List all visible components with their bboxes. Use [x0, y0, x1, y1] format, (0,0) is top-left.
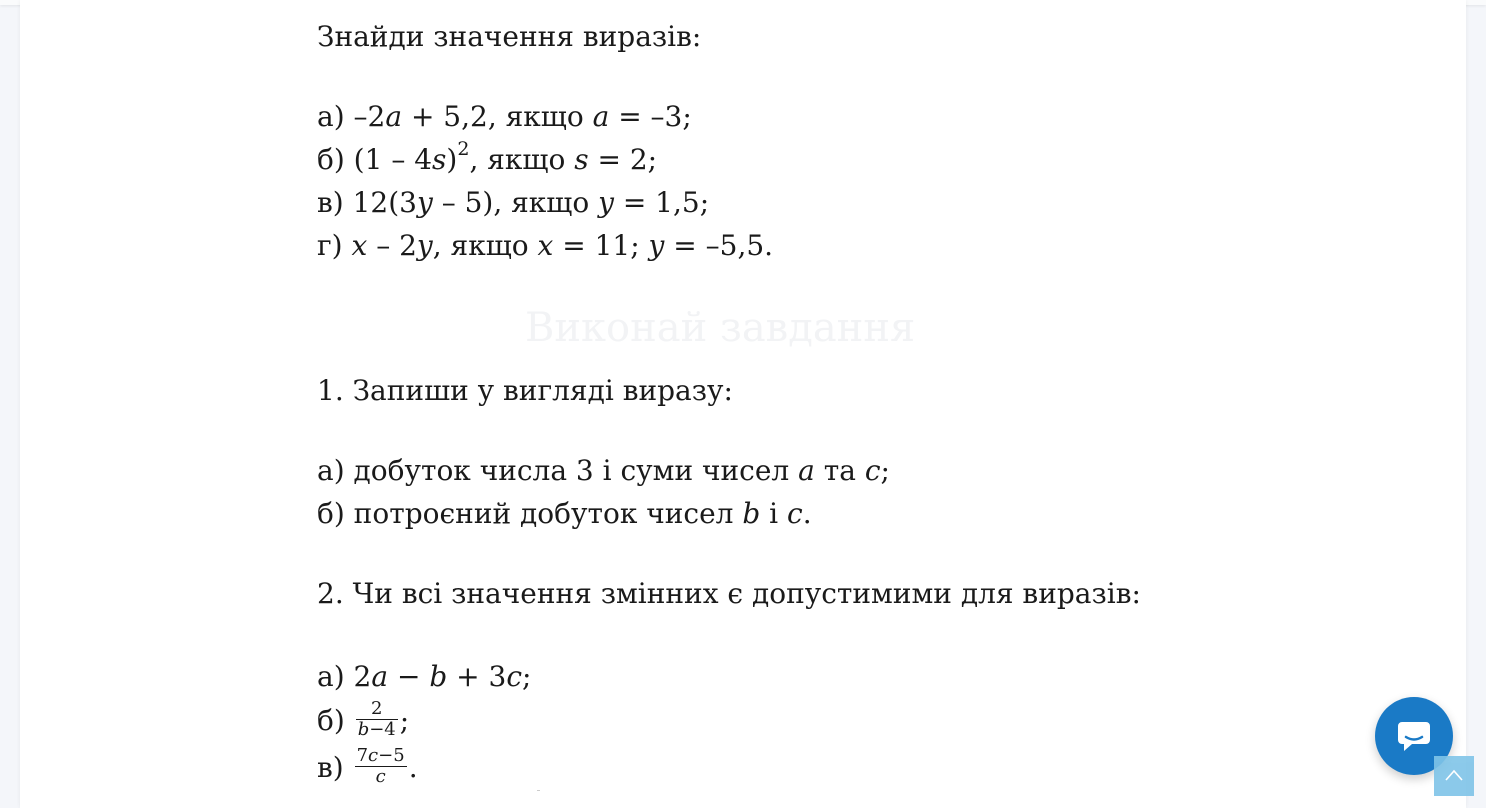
text: .	[802, 497, 812, 530]
text: б)	[317, 704, 354, 737]
variable: c	[787, 497, 803, 530]
text: −5	[378, 745, 405, 766]
variable: c	[375, 766, 386, 787]
text: ;	[522, 660, 532, 693]
text: .	[408, 751, 418, 784]
denominator	[355, 767, 407, 787]
variable: a	[592, 100, 610, 133]
section1-item-b	[317, 138, 657, 181]
numerator: 2	[356, 699, 398, 720]
text: а) –2	[317, 100, 386, 133]
text: б) потроєний добуток чисел	[317, 497, 743, 530]
text: в)	[317, 751, 353, 784]
scroll-to-top-button[interactable]	[1434, 756, 1474, 796]
text: = –3;	[609, 100, 692, 133]
variable: x	[537, 229, 554, 262]
text: −4	[369, 719, 396, 740]
text: в) 12(3	[317, 186, 417, 219]
variable: a	[385, 100, 403, 133]
chevron-up-icon	[1444, 768, 1464, 782]
text: = 2;	[588, 143, 658, 176]
text: – 5), якщо	[432, 186, 599, 219]
task2-item-a	[317, 655, 531, 698]
text: −	[388, 660, 430, 693]
text: ;	[880, 454, 890, 487]
section1-item-c	[317, 181, 709, 224]
divider-mark	[537, 790, 540, 791]
variable: x	[351, 229, 368, 262]
variable: c	[368, 745, 379, 766]
text: )	[446, 143, 458, 176]
text: а) добуток числа 3 і суми чисел	[317, 454, 799, 487]
text: ;	[399, 704, 410, 737]
text: та	[814, 454, 865, 487]
variable: y	[648, 229, 665, 262]
chat-bubble-icon	[1394, 716, 1434, 756]
variable: y	[598, 186, 614, 219]
text: , якщо	[432, 229, 538, 262]
text: = 1,5;	[613, 186, 710, 219]
text: , якщо	[469, 143, 575, 176]
page-container	[20, 0, 1466, 808]
text: = 11;	[553, 229, 649, 262]
variable: s	[432, 143, 447, 176]
variable: b	[742, 497, 761, 530]
text: + 3	[447, 660, 507, 693]
text: 7	[356, 745, 369, 766]
variable: s	[574, 143, 589, 176]
fraction	[356, 699, 398, 740]
numerator	[355, 746, 407, 767]
text: г)	[317, 229, 352, 262]
text: + 5,2, якщо	[402, 100, 593, 133]
text: = –5,5.	[664, 229, 774, 262]
task1-heading: 1. Запиши у вигляді виразу:	[317, 374, 733, 407]
variable: a	[798, 454, 815, 487]
task2-heading: 2. Чи всі значення змінних є допустимими для виразів:	[317, 577, 1141, 610]
variable: b	[357, 719, 370, 740]
exponent: 2	[457, 137, 470, 160]
text: – 2	[367, 229, 417, 262]
faded-heading: Виконай завдання	[525, 305, 916, 351]
section1-heading: Знайди значення виразів:	[317, 20, 702, 53]
task1-item-a	[317, 449, 890, 492]
text: а) 2	[317, 660, 372, 693]
variable: b	[429, 660, 448, 693]
text: і	[760, 497, 788, 530]
task2-item-c	[317, 746, 418, 790]
variable: a	[371, 660, 389, 693]
denominator	[356, 720, 398, 740]
text: б) (1 – 4	[317, 143, 433, 176]
variable: c	[506, 660, 523, 693]
variable: c	[864, 454, 881, 487]
variable: y	[416, 229, 433, 262]
section1-item-d	[317, 224, 773, 267]
variable: y	[416, 186, 433, 219]
task1-item-b	[317, 492, 812, 535]
task2-item-b	[317, 699, 409, 743]
fraction	[355, 746, 407, 787]
section1-item-a	[317, 95, 692, 138]
